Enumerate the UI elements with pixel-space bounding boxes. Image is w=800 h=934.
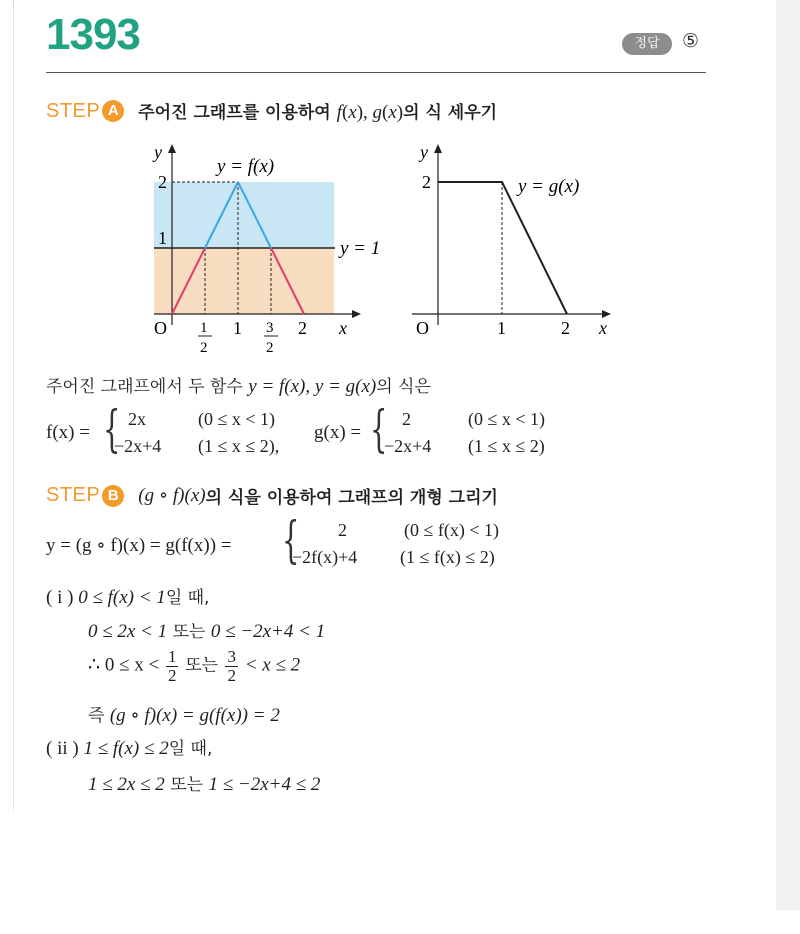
step-a-title-x1: x [348, 102, 357, 123]
case-i-ineq-a: 0 ≤ 2x < 1 [88, 621, 168, 642]
step-a-title-f: f [336, 102, 342, 123]
f-definition-name: f(x) = [46, 422, 90, 443]
graph-f-y-arrow [168, 144, 176, 153]
g-case-1: 2 [402, 409, 411, 429]
function-sentence-yf: y = f(x) [248, 376, 306, 397]
graph-f-origin: O [154, 318, 167, 338]
graph-g-x-arrow [602, 310, 611, 318]
f-case-1: 2x [128, 409, 146, 429]
composite-case-2: −2f(x)+4 [292, 547, 358, 567]
case-i-line-1 [88, 617, 325, 643]
composite-case-1: 2 [338, 520, 347, 540]
case-i-label: ( i ) [46, 587, 74, 608]
graph-g-xtick-1: 1 [497, 318, 506, 338]
function-sentence [46, 372, 431, 398]
step-a-title: 주어진 그래프를 이용하여 f(x), g(x)의 식 세우기 [138, 102, 498, 123]
case-i-therefore: ∴ 0 ≤ x < [88, 654, 160, 676]
case-i-ineq-tail: < x ≤ 2 [244, 654, 301, 676]
fraction-one-half-den: 2 [167, 665, 177, 685]
step-a-badge: A [102, 100, 124, 122]
graph-g [400, 140, 630, 350]
case-ii-line-1 [88, 770, 320, 796]
g-definition-brace: { [370, 400, 388, 458]
fraction-three-half [225, 648, 238, 685]
g-definition-name: g(x) = [314, 422, 362, 443]
case-ii-heading [46, 734, 212, 760]
case-ii-when: 일 때, [168, 739, 213, 759]
graph-f-x-label: x [339, 318, 347, 338]
case-ii-label: ( ii ) [46, 738, 79, 759]
graph-f-xtick-2: 2 [298, 318, 307, 338]
f-definition-brace: { [103, 400, 121, 458]
page-edge-shade [776, 0, 800, 910]
step-b-title: 의 식을 이용하여 그래프의 개형 그리기 [205, 488, 498, 508]
g-case-2: −2x+4 [384, 436, 432, 456]
step-b-heading [46, 483, 498, 508]
graph-f [140, 140, 400, 360]
graph-f-y-tick-1: 1 [158, 228, 167, 248]
case-i-result: (g ∘ f)(x) = g(f(x)) = 2 [109, 705, 280, 726]
f-cond-2: (1 ≤ x ≤ 2), [198, 436, 280, 456]
case-i-heading [46, 583, 209, 609]
case-i-ineq-b: 0 ≤ −2x+4 < 1 [210, 621, 326, 642]
f-cond-1: (0 ≤ x < 1) [198, 409, 276, 429]
g-cond-1: (0 ≤ x < 1) [468, 409, 546, 429]
answer-value: ⑤ [682, 30, 700, 52]
step-a-title-comma: ), [356, 102, 373, 123]
graph-f-x-arrow [352, 310, 361, 318]
step-b-badge: B [102, 485, 124, 507]
case-i-or-2: 또는 [185, 655, 224, 676]
graph-f-xtick-1: 1 [233, 318, 242, 338]
case-ii-or: 또는 [164, 775, 209, 795]
case-i-or: 또는 [167, 622, 211, 642]
composite-brace: { [282, 511, 300, 569]
composite-lhs: y = (g ∘ f)(x) = g(f(x)) = [46, 535, 232, 556]
case-ii-ineq-b: 1 ≤ −2x+4 ≤ 2 [208, 774, 321, 795]
f-case-2: −2x+4 [114, 436, 162, 456]
composite-cond-2: (1 ≤ f(x) ≤ 2) [400, 547, 495, 567]
case-i-line-3 [88, 701, 280, 727]
graph-f-line-label: y = 1 [340, 238, 381, 259]
fraction-three-half-num: 3 [227, 647, 236, 666]
step-a-title-g: g [372, 102, 383, 123]
step-a-heading [46, 98, 497, 124]
graph-f-xtick-three-half-num: 3 [266, 320, 274, 336]
case-i-when: 일 때, [165, 588, 210, 608]
case-i-condition: 0 ≤ f(x) < 1 [78, 587, 166, 608]
function-sentence-post: 의 식은 [376, 377, 431, 397]
header-divider [46, 72, 706, 73]
step-a-title-post: 의 식 세우기 [403, 103, 498, 123]
fraction-one-half [166, 648, 179, 685]
margin-dotted-line [13, 0, 14, 810]
graph-g-y-label: y [420, 142, 428, 162]
function-sentence-pre: 주어진 그래프에서 두 함수 [46, 377, 249, 397]
graph-f-title: y = f(x) [217, 156, 275, 177]
step-a-title-pre: 주어진 그래프를 이용하여 [138, 103, 337, 123]
case-ii-ineq-a: 1 ≤ 2x ≤ 2 [88, 774, 165, 795]
g-cond-2: (1 ≤ x ≤ 2) [468, 436, 545, 456]
function-sentence-sep: , [305, 376, 315, 397]
step-b-expr: (g ∘ f)(x) [138, 485, 206, 506]
case-ii-condition: 1 ≤ f(x) ≤ 2 [83, 738, 169, 759]
case-i-line-2 [88, 648, 300, 685]
answer-badge: 정답 [622, 33, 672, 55]
graph-g-y-tick-2: 2 [422, 172, 431, 192]
case-i-namely: 즉 [88, 706, 110, 726]
graph-g-title: y = g(x) [518, 176, 580, 197]
graph-g-x-label: x [599, 318, 607, 338]
function-sentence-yg: y = g(x) [314, 376, 377, 397]
graph-f-xtick-half-num: 1 [200, 320, 208, 336]
step-a-label: STEP [46, 99, 101, 122]
graph-f-xtick-half-den: 2 [200, 340, 208, 356]
graph-f-y-label: y [154, 142, 162, 162]
graph-g-origin: O [416, 318, 429, 338]
problem-number: 1393 [46, 10, 140, 59]
lower-band [154, 248, 334, 314]
fraction-three-half-den: 2 [227, 665, 236, 685]
graph-f-xtick-three-half-den: 2 [266, 340, 274, 356]
graph-g-xtick-2: 2 [561, 318, 570, 338]
step-b-label: STEP [46, 484, 101, 506]
step-a-title-x2: x [388, 102, 397, 123]
fraction-one-half-num: 1 [167, 647, 177, 666]
composite-cond-1: (0 ≤ f(x) < 1) [404, 520, 500, 540]
graph-f-y-tick-2: 2 [158, 172, 167, 192]
graph-g-y-arrow [434, 144, 442, 153]
